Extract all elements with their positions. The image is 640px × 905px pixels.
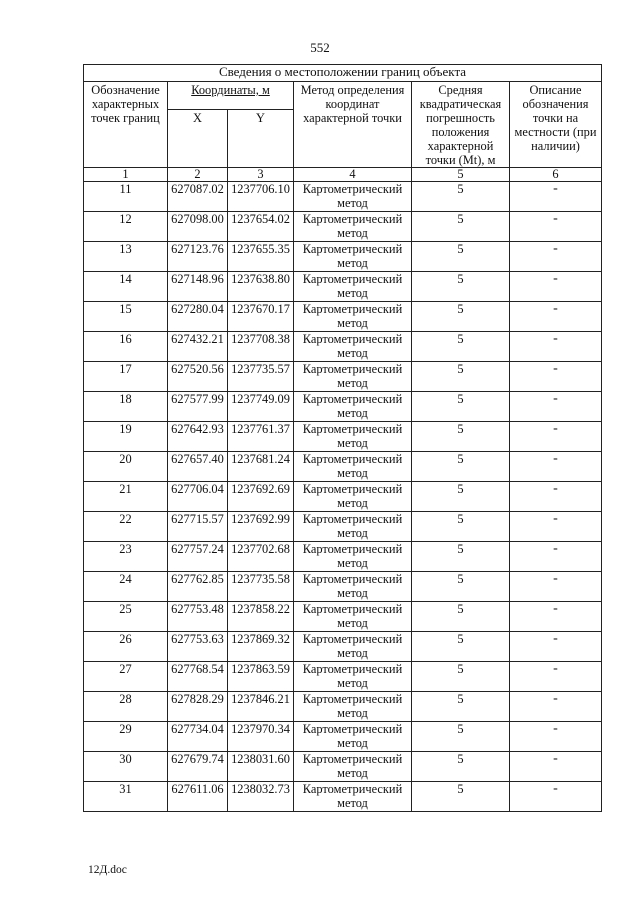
description-cell: - [510,752,602,782]
method-cell: Картометрический метод [294,692,412,722]
table-row [84,752,602,782]
x-coordinate-cell: 627753.63 [168,632,228,662]
x-coordinate-cell: 627520.56 [168,362,228,392]
y-coordinate-cell: 1237863.59 [228,662,294,692]
method-cell: Картометрический метод [294,272,412,302]
error-cell: 5 [412,422,510,452]
header-coordinates [168,82,294,110]
table-row [84,482,602,512]
point-number-cell: 20 [84,452,168,482]
x-coordinate-cell: 627706.04 [168,482,228,512]
y-coordinate-cell: 1237692.99 [228,512,294,542]
method-cell: Картометрический метод [294,512,412,542]
point-number-cell: 11 [84,182,168,212]
x-coordinate-cell: 627432.21 [168,332,228,362]
x-coordinate-cell: 627098.00 [168,212,228,242]
error-cell: 5 [412,722,510,752]
y-coordinate-cell: 1237638.80 [228,272,294,302]
x-coordinate-cell: 627734.04 [168,722,228,752]
error-cell: 5 [412,662,510,692]
x-coordinate-cell: 627757.24 [168,542,228,572]
error-cell: 5 [412,632,510,662]
y-coordinate-cell: 1237749.09 [228,392,294,422]
column-number: 1 [84,168,168,182]
table-row [84,722,602,752]
y-coordinate-cell: 1237869.32 [228,632,294,662]
y-coordinate-cell: 1237761.37 [228,422,294,452]
method-cell: Картометрический метод [294,722,412,752]
description-cell: - [510,182,602,212]
table-row [84,182,602,212]
column-number: 5 [412,168,510,182]
point-number-cell: 13 [84,242,168,272]
method-cell: Картометрический метод [294,452,412,482]
error-cell: 5 [412,182,510,212]
error-cell: 5 [412,302,510,332]
header-designation: Обозначение характерных точек границ [84,82,168,168]
y-coordinate-cell: 1237708.38 [228,332,294,362]
method-cell: Картометрический метод [294,632,412,662]
error-cell: 5 [412,392,510,422]
description-cell: - [510,542,602,572]
error-cell: 5 [412,482,510,512]
error-cell: 5 [412,572,510,602]
description-cell: - [510,452,602,482]
page-number: 552 [310,40,330,55]
error-cell: 5 [412,212,510,242]
method-cell: Картометрический метод [294,752,412,782]
description-cell: - [510,392,602,422]
x-coordinate-cell: 627768.54 [168,662,228,692]
x-coordinate-cell: 627657.40 [168,452,228,482]
y-coordinate-cell: 1237858.22 [228,602,294,632]
table-row [84,302,602,332]
description-cell: - [510,272,602,302]
error-cell: 5 [412,782,510,812]
description-cell: - [510,662,602,692]
description-cell: - [510,482,602,512]
y-coordinate-cell: 1238031.60 [228,752,294,782]
table-row [84,632,602,662]
x-coordinate-cell: 627577.99 [168,392,228,422]
y-coordinate-cell: 1237670.17 [228,302,294,332]
x-coordinate-cell: 627762.85 [168,572,228,602]
y-coordinate-cell: 1237970.34 [228,722,294,752]
table-row [84,512,602,542]
table-row [84,542,602,572]
method-cell: Картометрический метод [294,662,412,692]
point-number-cell: 26 [84,632,168,662]
method-cell: Картометрический метод [294,302,412,332]
error-cell: 5 [412,362,510,392]
y-coordinate-cell: 1237706.10 [228,182,294,212]
description-cell: - [510,242,602,272]
method-cell: Картометрический метод [294,602,412,632]
table-title: Сведения о местоположении границ объекта [84,65,602,82]
x-coordinate-cell: 627148.96 [168,272,228,302]
error-cell: 5 [412,512,510,542]
point-number-cell: 16 [84,332,168,362]
method-cell: Картометрический метод [294,212,412,242]
table-row [84,392,602,422]
table-row [84,692,602,722]
point-number-cell: 19 [84,422,168,452]
description-cell: - [510,332,602,362]
table-row [84,332,602,362]
table-body [84,182,602,812]
x-coordinate-cell: 627679.74 [168,752,228,782]
error-cell: 5 [412,542,510,572]
method-cell: Картометрический метод [294,482,412,512]
x-coordinate-cell: 627280.04 [168,302,228,332]
description-cell: - [510,632,602,662]
point-number-cell: 17 [84,362,168,392]
table-row [84,602,602,632]
y-coordinate-cell: 1237654.02 [228,212,294,242]
y-coordinate-cell: 1237681.24 [228,452,294,482]
method-cell: Картометрический метод [294,392,412,422]
error-cell: 5 [412,752,510,782]
table-row [84,212,602,242]
y-coordinate-cell: 1237846.21 [228,692,294,722]
method-cell: Картометрический метод [294,422,412,452]
description-cell: - [510,602,602,632]
description-cell: - [510,512,602,542]
x-coordinate-cell: 627123.76 [168,242,228,272]
y-coordinate-cell: 1237692.69 [228,482,294,512]
method-cell: Картометрический метод [294,782,412,812]
footer-filename: 12Д.doc [88,864,127,876]
point-number-cell: 18 [84,392,168,422]
error-cell: 5 [412,452,510,482]
y-coordinate-cell: 1238032.73 [228,782,294,812]
point-number-cell: 28 [84,692,168,722]
column-number: 6 [510,168,602,182]
column-number: 3 [228,168,294,182]
header-error: Средняя квадратическая погрешность положения характерной точки (Mt), м [412,82,510,168]
method-cell: Картометрический метод [294,542,412,572]
header-method: Метод определения координат характерной точки [294,82,412,168]
y-coordinate-cell: 1237702.68 [228,542,294,572]
x-coordinate-cell: 627828.29 [168,692,228,722]
header-coordinates-label: Координаты, м [191,83,270,97]
point-number-cell: 27 [84,662,168,692]
header-description: Описание обозначения точки на местности (при наличии) [510,82,602,168]
table-row [84,242,602,272]
y-coordinate-cell: 1237655.35 [228,242,294,272]
error-cell: 5 [412,242,510,272]
point-number-cell: 23 [84,542,168,572]
error-cell: 5 [412,332,510,362]
description-cell: - [510,302,602,332]
point-number-cell: 15 [84,302,168,332]
error-cell: 5 [412,602,510,632]
x-coordinate-cell: 627611.06 [168,782,228,812]
table-row [84,362,602,392]
table-row [84,572,602,602]
method-cell: Картометрический метод [294,182,412,212]
x-coordinate-cell: 627642.93 [168,422,228,452]
x-coordinate-cell: 627087.02 [168,182,228,212]
point-number-cell: 29 [84,722,168,752]
column-number: 2 [168,168,228,182]
description-cell: - [510,422,602,452]
x-coordinate-cell: 627753.48 [168,602,228,632]
point-number-cell: 30 [84,752,168,782]
description-cell: - [510,722,602,752]
y-coordinate-cell: 1237735.58 [228,572,294,602]
error-cell: 5 [412,692,510,722]
table-row [84,782,602,812]
table-row [84,272,602,302]
point-number-cell: 25 [84,602,168,632]
point-number-cell: 12 [84,212,168,242]
table-row [84,452,602,482]
description-cell: - [510,692,602,722]
method-cell: Картометрический метод [294,332,412,362]
x-coordinate-cell: 627715.57 [168,512,228,542]
column-number-row [84,168,602,182]
table-row [84,662,602,692]
method-cell: Картометрический метод [294,572,412,602]
description-cell: - [510,572,602,602]
y-coordinate-cell: 1237735.57 [228,362,294,392]
column-number: 4 [294,168,412,182]
method-cell: Картометрический метод [294,362,412,392]
point-number-cell: 31 [84,782,168,812]
header-x: X [168,110,228,168]
point-number-cell: 21 [84,482,168,512]
point-number-cell: 24 [84,572,168,602]
description-cell: - [510,212,602,242]
point-number-cell: 14 [84,272,168,302]
header-y: Y [228,110,294,168]
table-row [84,422,602,452]
method-cell: Картометрический метод [294,242,412,272]
error-cell: 5 [412,272,510,302]
point-number-cell: 22 [84,512,168,542]
description-cell: - [510,362,602,392]
description-cell: - [510,782,602,812]
boundary-coordinates-table [83,64,602,812]
